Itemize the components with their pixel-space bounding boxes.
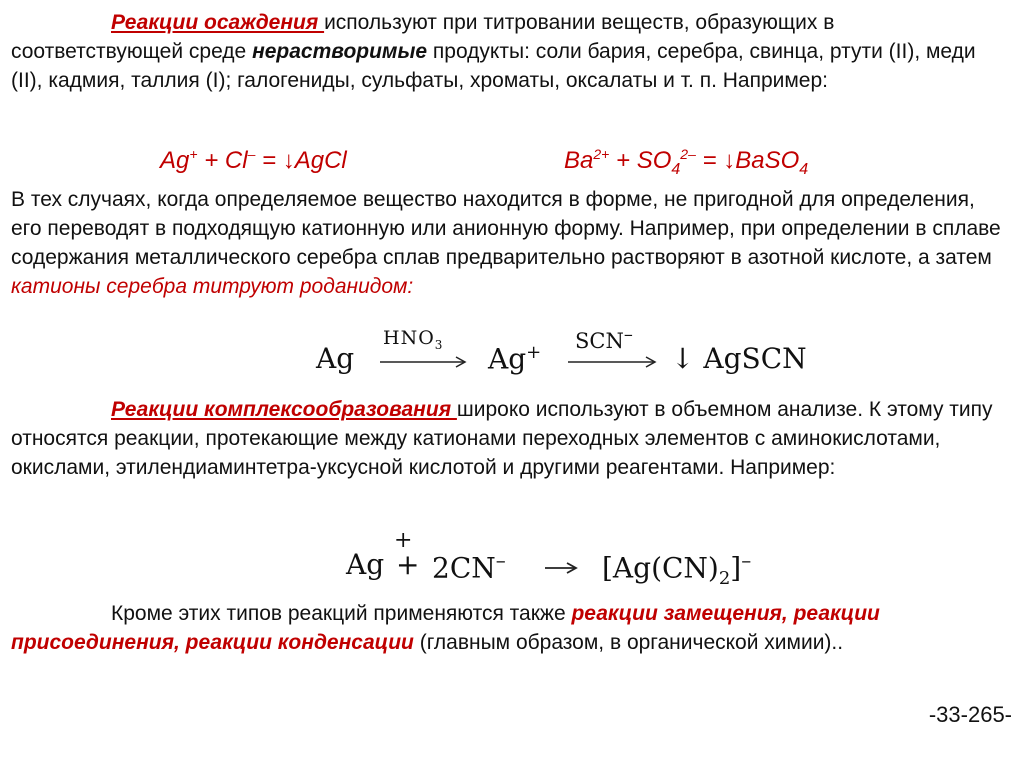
rxn1-ag: Ag: [316, 342, 355, 375]
paragraph1-text1: используют при титровании веществ, образующих в соответствующей среде: [11, 11, 835, 63]
rxn1-reagent1: $HNO_3$: [383, 327, 444, 352]
eq1-ion1-charge: +: [189, 146, 198, 162]
eq1-ion2-charge: –: [247, 146, 256, 162]
rxn1-reagent2: SCN–: [575, 324, 633, 353]
paragraph-conversion: [11, 185, 1001, 301]
rxn2-plus: +: [396, 548, 420, 581]
eq2-equals: = ↓: [702, 147, 736, 174]
rxn2-reagent: 2CN–: [432, 548, 506, 585]
rxn2-arrow-icon: [545, 561, 581, 575]
eq2-plus: +: [616, 147, 631, 174]
term-precipitation: Реакции осаждения: [111, 11, 325, 34]
rxn2-ag: Ag: [346, 548, 385, 581]
paragraph2-red: катионы серебра титруют роданидом:: [11, 275, 414, 298]
paragraph4-red: реакции замещения, реакции присоединения, реакции конденсации: [11, 602, 880, 654]
paragraph4-text1: Кроме этих типов реакций применяются также: [111, 602, 572, 625]
equation-baso4: [564, 146, 808, 179]
eq2-ion2-charge: 2–: [680, 146, 696, 162]
eq2-product: BaSO: [735, 147, 800, 174]
eq1-ion1: Ag: [160, 147, 190, 174]
eq2-product-sub: 4: [799, 160, 809, 178]
eq2-ion2: SO: [636, 147, 672, 174]
equation-agcl: [160, 146, 347, 175]
emphasis-insoluble: нерастворимые: [252, 40, 428, 63]
rxn1-middle: Ag+: [488, 342, 542, 376]
paragraph-precipitation: [11, 8, 1011, 95]
term-complexation: Реакции комплексообразования: [111, 398, 457, 421]
eq2-ion1-charge: 2+: [593, 146, 610, 162]
eq1-ion2: Cl: [224, 147, 248, 174]
eq1-equals: = ↓: [262, 147, 295, 174]
rxn1-arrow2-icon: [568, 355, 660, 369]
rxn2-ag-charge: +: [394, 528, 413, 553]
eq2-ion1: Ba: [564, 147, 594, 174]
eq1-plus: +: [204, 147, 219, 174]
rxn2-product: $[Ag(CN)_2]^-$: [602, 548, 752, 589]
paragraph3-text: широко используют в объемном анализе. К этому типу относятся реакции, протекающие между катионами переходных элементов с аминокислотами, окислами, этилендиаминтетра-уксусной кислотой и другими реагентами. Например:: [11, 398, 993, 479]
paragraph2-text: В тех случаях, когда определяемое вещество находится в форме, не пригодной для определения, его переводят в подходящую катионную или анионную форму. Например, при определении в сплаве содержания металлического серебра сплав предварительно растворяют в азотной кислоте, а затем: [11, 188, 1001, 269]
rxn1-arrow1-icon: [380, 355, 470, 369]
paragraph-other-types: [11, 599, 1011, 657]
eq2-ion2-sub: 4: [671, 160, 681, 178]
page-number: -33-265-: [928, 702, 1012, 727]
paragraph4-text2: (главным образом, в органической химии)..: [413, 631, 844, 654]
paragraph-complexation: [11, 395, 1001, 482]
paragraph1-text2: продукты: соли бария, серебра, свинца, ртути (II), меди (II), кадмия, таллия (I); галогениды, сульфаты, хроматы, оксалаты и т. п. Например:: [11, 40, 976, 92]
rxn1-product: ↓ AgSCN: [671, 342, 807, 375]
eq1-product: AgCl: [294, 147, 347, 174]
